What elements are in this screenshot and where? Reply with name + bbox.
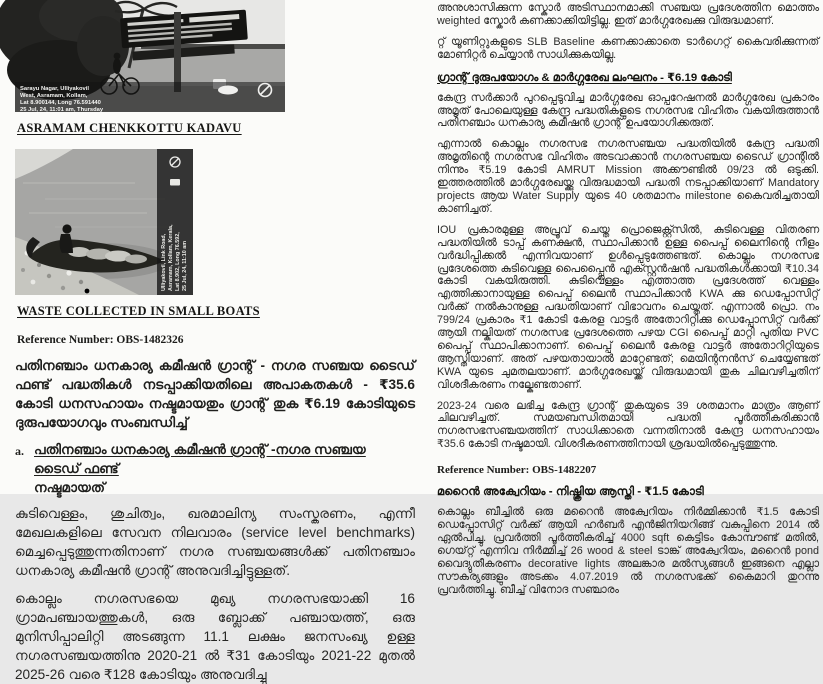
photo-waste-boat [15,149,415,295]
right-paragraph-c: കേന്ദ്ര സർക്കാർ പുറപ്പെടുവിച്ച മാർഗ്ഗരേഖ ഓപ്പറേഷനൽ മാർഗ്ഗരേഖ പ്രകാരം അമൃത് പോലെയുള്ള കേന്ദ്ര പദ്ധതികളുടെ നഗരസഭ വിഹിതം വകയിരുത്താൻ പതിനഞ്ചാം ധനകാര്യ കമീഷൻ ഗ്രാന്റ് ഉപയോഗിക്കരുത്. [437,91,819,130]
grant-misuse-heading: ഗ്രാന്റ് ദുരുപയോഗം & മാർഗ്ഗരേഖ ലംഘനം - ₹6.19 കോടി [437,71,732,84]
geotag-strip-line-1: Ulliyakovil, Link Road, [161,233,167,291]
geotag-line-4: 25 Jul, 24, 11:01 am, Thursday [20,107,104,113]
waste-heap-4 [125,255,147,264]
weather-icon [218,86,238,95]
shore-debris-4 [47,274,51,278]
geotag-strip-line-4: 25 Jul, 24, 11:10 am [182,240,188,291]
photo1-caption: ASRAMAM CHENKKOTTU KADAVU [17,121,242,135]
rider-silhouette [113,58,121,74]
item-a-heading-line2: നഷ്ടമായത് [34,480,106,495]
right-column [437,2,819,597]
right-paragraph-b: റ്റ് യൂണിറ്റുകളുടെ SLB Baseline കണക്കാക്കാതെ ടാർഗെറ്റ് കൈവരിക്കുന്നത് മോണിറ്റർ ചെയ്യാൻ സാധിക്കുകയില്ല. [437,35,819,61]
weather-icon-2 [170,179,180,186]
geotag-strip-line-2: Asramam, Kollam, Kerala, [168,224,174,291]
left-column [15,0,415,684]
left-paragraph-1: കുടിവെള്ളം, ശുചിത്വം, ഖരമാലിന്യ സംസ്കരണം, എന്നീ മേഖലകളിലെ സേവന നിലവാരം (service level benchmarks) മെച്ചപ്പെടുത്തുന്നതിനാണ് നഗര സഞ്ചയങ്ങൾക്ക് പതിനഞ്ചാം ധനകാര്യ കമീഷൻ ഗ്രാന്റ് അനുവദിച്ചിട്ടുള്ളത്. [15,506,415,578]
right-paragraph-e: IOU പ്രകാരമുള്ള അപ്രൂവ് ചെയ്ത പ്രൊജെക്റ്റ്സിൽ, കുടിവെള്ള വിതരണ പദ്ധതിയിൽ ടാപ്പ് കണക്ഷൻ, സ്ഥാപിക്കാൻ ഉള്ള പൈപ്പ് ലൈനിന്റെ നീളം വർദ്ധിപ്പിക്കൽ എന്നിവയാണ് ഉൾപ്പെടുത്തേണ്ടത്. കൊല്ലം നഗരസഭ പ്രദേശത്തെ കുടിവെള്ള പൈപ്പ്ലൈൻ എക്സ്റ്റൻഷൻ പദ്ധതികൾക്കായി ₹10.34 കോടി വകയിരുത്തി. കുടിവെള്ളം എത്താത്ത പ്രദേശത്ത് വെള്ളം എത്തിക്കാനായുള്ള പൈപ്പ് ലൈൻ സ്ഥാപിക്കാൻ KWA ക്കു ഡെപ്പോസിറ്റ് വർക്ക് നൽകാനുള്ള പദ്ധതിയാണ് വിഭാവനം ചെയ്തത്. എന്നാൽ പ്രൊ. നം 799/24 പ്രകാരം ₹1 കോടി കേരള വാട്ടർ അതോറിറ്റിക്കു ഡെപ്പോസിറ്റ് വർക്ക് ആയി നല്കിയത് നഗരസഭ പ്രദേശത്തെ പഴയ CGI പൈപ്പ് മാറ്റി പുതിയ PVC പൈപ്പ് സ്ഥാപിക്കാനാണ്. പൈപ്പ് ലൈൻ കേരള വാട്ടർ അതോറിറ്റിയുടെ ആസ്തിയാണ്. അത് പഴയതായാൽ മാറ്റേണ്ടത്; മെയിന്റനൻസ് ചെയ്യേണ്ടത് KWA യുടെ ചുമതലയാണ്. മാർഗ്ഗരേഖയ്ക്ക് വിരുദ്ധമായി തുക ചിലവഴിച്ചതിന് വിശദീകരണം നല്കേണ്ടതാണ്. [437,223,819,391]
boatman-head [62,224,71,233]
rider-head [114,53,121,60]
item-a-heading-line1: പതിനഞ്ചാം ധനകാര്യ കമീഷൻ ഗ്രാന്റ് -നഗര സഞ്ചയ ടൈഡ് ഫണ്ട് [34,442,366,476]
geotag-strip-line-3: Lat 8.902, Long 76.592, [175,232,181,291]
shore-debris-2 [37,263,41,267]
shore-debris-5 [66,270,71,275]
signboard [120,10,249,62]
right-paragraph-g: കൊല്ലം ബീച്ചിൽ ഒരു മറൈൻ അക്വേറിയം നിർമ്മിക്കാൻ ₹1.5 കോടി ഡെപ്പോസിറ്റ് വർക്ക് ആയി ഹർബർ എൻജിനിയറിങ്ങ് വകുപ്പിനെ 2014 ൽ ഏൽപിച്ചു. പ്രവർത്തി പൂർത്തീകരിച്ച് 4000 sqft കെട്ടിടം കോമ്പൗണ്ട് മതിൽ, ഗെയ്റ്റ് എന്നിവ നിർമ്മിച്ച് 26 wood & steel ടാങ്ക് അക്വേറിയം, മറൈൻ pond വൈദ്യുതീകരണം decorative lights അലങ്കാര മൽസ്യങ്ങൾ ഇങ്ങനെ എല്ലാ സൗകര്യങ്ങളും അടക്കം 4.07.2019 ൽ നഗരസഭക്ക് കൈമാറി തുറന്നു പ്രവർത്തിച്ചു. ബീച്ച് വിനോദ സഞ്ചാരം [437,506,819,596]
right-paragraph-d: എന്നാൽ കൊല്ലം നഗരസഭ നഗരസഞ്ചയ പദ്ധതിയിൽ കേന്ദ്ര പദ്ധതി അമൃതിന്റെ നഗരസഭ വിഹിതം അടവാക്കാൻ നഗരസഞ്ചയ ടൈഡ് ഗ്രാന്റിൽ നിന്നും ₹5.19 കോടി AMRUT Mission അക്കൗണ്ടിൽ 09/23 ൽ ഒടുക്കി. ഇത്തരത്തിൽ മാർഗ്ഗരേഖയ്ക്കു വിരുദ്ധമായി പദ്ധതി നടപ്പാക്കിയാണ് Mandatory projects ആയ Water Supply യുടെ 40 ശതമാനം milestone കൈവരിച്ചതായി കാണിച്ചത്. [437,138,819,215]
item-a-section [15,440,415,497]
item-a-marker: a. [15,444,24,458]
photo-asramam-chenkkottu-kadavu [15,0,415,112]
shore-debris-10 [21,268,25,272]
geotag-line-1: Sarayu Nagar, Ulliyakovil [20,86,89,92]
shore-debris-9 [85,289,90,294]
reference-number-1: Reference Number: OBS-1482326 [17,334,184,346]
geotag-line-2: West, Asramam, Kollam, [20,93,88,99]
intro-paragraph: പതിനഞ്ചാം ധനകാര്യ കമീഷൻ ഗ്രാന്റ് - നഗര സഞ്ചയ ടൈഡ് ഫണ്ട് പദ്ധതികൾ നടപ്പാക്കിയതിലെ അപാകതകൾ - ₹35.6 കോടി ധനസഹായം നഷ്ടമായതും ഗ്രാന്റ് തുക ₹6.19 കോടിയുടെ ദുരുപയോഗവും സംബന്ധിച്ച് [15,358,415,430]
signboard-pole [174,12,181,92]
shore-debris-7 [31,280,36,285]
right-paragraph-f: 2023-24 വരെ ലഭിച്ച കേന്ദ്ര ഗ്രാന്റ് തുകയുടെ 39 ശതമാനം മാത്രം ആണ് ചിലവഴിച്ചത്. സമയബന്ധിതമായി പദ്ധതി പൂർത്തീകരിക്കാൻ നഗരസഭസഞ്ചയത്തിന് സാധിക്കാതെ വന്നതിനാൽ കേന്ദ്ര ധനസഹായം ₹35.6 കോടി നഷ്ടമായി. വിശദീകരണത്തിനായി ശ്രദ്ധയിൽപ്പെടുത്തുന്നു. [437,399,819,451]
kadavu-photo-illustration [15,0,285,112]
left-paragraph-2: കൊല്ലം നഗരസഭയെ മുഖ്യ നഗരസഭയാക്കി 16 ഗ്രാമപഞ്ചായത്തുകൾ, ഒരു ബ്ലോക്ക് പഞ്ചായത്ത്, ഒരു മുനിസിപ്പാലിറ്റി അടങ്ങുന്ന 11.1 ലക്ഷം ജനസംഖ്യ ഉള്ള നഗരസഞ്ചയത്തിനു 2020-21 ൽ ₹31 കോടിയും 2021-22 മുതൽ 2025-26 വരെ ₹128 കോടിയും അനുവദിച്ചു [15,591,415,682]
boat-photo-illustration [15,149,193,295]
photo2-caption: WASTE COLLECTED IN SMALL BOATS [17,304,260,318]
item-a-heading [34,440,415,497]
shore-debris-8 [61,286,65,290]
geotag-line-3: Lat 8.900144, Long 76.591440 [20,100,101,106]
right-paragraph-a: അനുശാസിക്കുന്ന സ്കോർ അടിസ്ഥാനമാക്കി സഞ്ചയ പ്രദേശത്തിന മൊത്തം weighted സ്കോർ കണക്കാക്കിയിട്ടില്ല. ഇത് മാർഗ്ഗരേഖക്കു വിരുദ്ധമാണ്. [437,2,819,27]
reference-number-2: Reference Number: OBS-1482207 [437,464,597,477]
shore-debris-6 [79,280,83,284]
marine-aquarium-heading: മറൈൻ അക്വേറിയം - നിഷ്ക്രിയ ആസ്തി - ₹1.5 കോടി [437,485,704,499]
